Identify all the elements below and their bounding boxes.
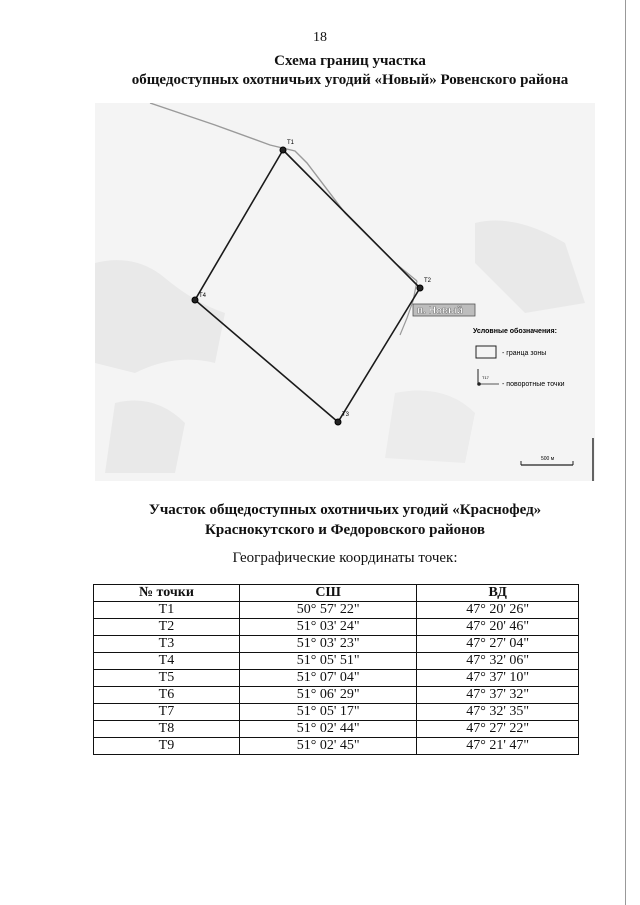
scan-edge-line <box>625 0 626 905</box>
coordinates-table <box>93 584 579 755</box>
header-point-number: № точки <box>94 585 240 602</box>
section-title-line2: Краснокутского и Федоровского районов <box>204 522 485 538</box>
boundary-map <box>95 103 595 481</box>
table-row <box>94 721 579 738</box>
road-line <box>150 103 417 281</box>
table-row <box>94 704 579 721</box>
cell-point: Т9 <box>94 738 240 755</box>
table-row <box>94 738 579 755</box>
terrain-texture <box>95 221 585 474</box>
cell-longitude: 47° 37' 10" <box>417 670 579 687</box>
section-title-line1: Участок общедоступных охотничьих угодий «Краснофед» <box>148 502 542 518</box>
cell-latitude: 51° 02' 45" <box>239 738 416 755</box>
cell-latitude: 51° 05' 51" <box>239 653 416 670</box>
table-row <box>94 670 579 687</box>
table-row <box>94 687 579 704</box>
legend-sample-point: Т17 <box>482 375 489 380</box>
point-label-t3: Т3 <box>342 412 350 418</box>
cell-latitude: 50° 57' 22" <box>239 602 416 619</box>
cell-point: Т6 <box>94 687 240 704</box>
turn-point-t4 <box>192 293 207 303</box>
table-row <box>94 602 579 619</box>
scheme-title-line2: общедоступных охотничьих угодий «Новый» Ровенского района <box>131 72 569 88</box>
cell-point: Т8 <box>94 721 240 738</box>
page-number: 18 <box>313 30 327 45</box>
cell-longitude: 47° 27' 22" <box>417 721 579 738</box>
cell-longitude: 47° 32' 06" <box>417 653 579 670</box>
cell-latitude: 51° 07' 04" <box>239 670 416 687</box>
map-legend <box>473 327 565 388</box>
cell-point: Т4 <box>94 653 240 670</box>
zone-boundary <box>195 150 420 422</box>
cell-point: Т7 <box>94 704 240 721</box>
legend-zone-label: - гранца зоны <box>502 350 547 357</box>
legend-title: Условные обозначения: <box>473 328 557 335</box>
cell-longitude: 47° 37' 32" <box>417 687 579 704</box>
cell-latitude: 51° 02' 44" <box>239 721 416 738</box>
table-header-row <box>94 585 579 602</box>
turn-point-t3 <box>335 412 350 425</box>
cell-point: Т3 <box>94 636 240 653</box>
cell-point: Т5 <box>94 670 240 687</box>
table-row <box>94 619 579 636</box>
cell-latitude: 51° 03' 23" <box>239 636 416 653</box>
cell-longitude: 47° 20' 46" <box>417 619 579 636</box>
legend-zone-swatch <box>476 346 496 358</box>
point-label-t2: Т2 <box>424 278 432 284</box>
cell-latitude: 51° 03' 24" <box>239 619 416 636</box>
header-longitude: ВД <box>417 585 579 602</box>
turn-point-t2 <box>417 278 432 291</box>
cell-longitude: 47° 21' 47" <box>417 738 579 755</box>
section-title <box>95 500 595 540</box>
scheme-title-line1: Схема границ участка <box>274 53 426 69</box>
cell-latitude: 51° 05' 17" <box>239 704 416 721</box>
table-row <box>94 636 579 653</box>
header-latitude: СШ <box>239 585 416 602</box>
point-label-t1: Т1 <box>287 140 295 146</box>
cell-latitude: 51° 06' 29" <box>239 687 416 704</box>
legend-points-label: - поворотные точки <box>502 381 565 388</box>
scheme-title <box>60 52 640 90</box>
cell-point: Т2 <box>94 619 240 636</box>
coordinates-heading: Географические координаты точек: <box>232 550 458 566</box>
cell-longitude: 47° 27' 04" <box>417 636 579 653</box>
cell-longitude: 47° 20' 26" <box>417 602 579 619</box>
settlement-label: п. Новый <box>417 305 463 317</box>
point-label-t4: Т4 <box>199 293 207 299</box>
cell-longitude: 47° 32' 35" <box>417 704 579 721</box>
scale-bar <box>521 456 573 465</box>
table-row <box>94 653 579 670</box>
scale-label: 500 м <box>541 456 555 462</box>
cell-point: Т1 <box>94 602 240 619</box>
